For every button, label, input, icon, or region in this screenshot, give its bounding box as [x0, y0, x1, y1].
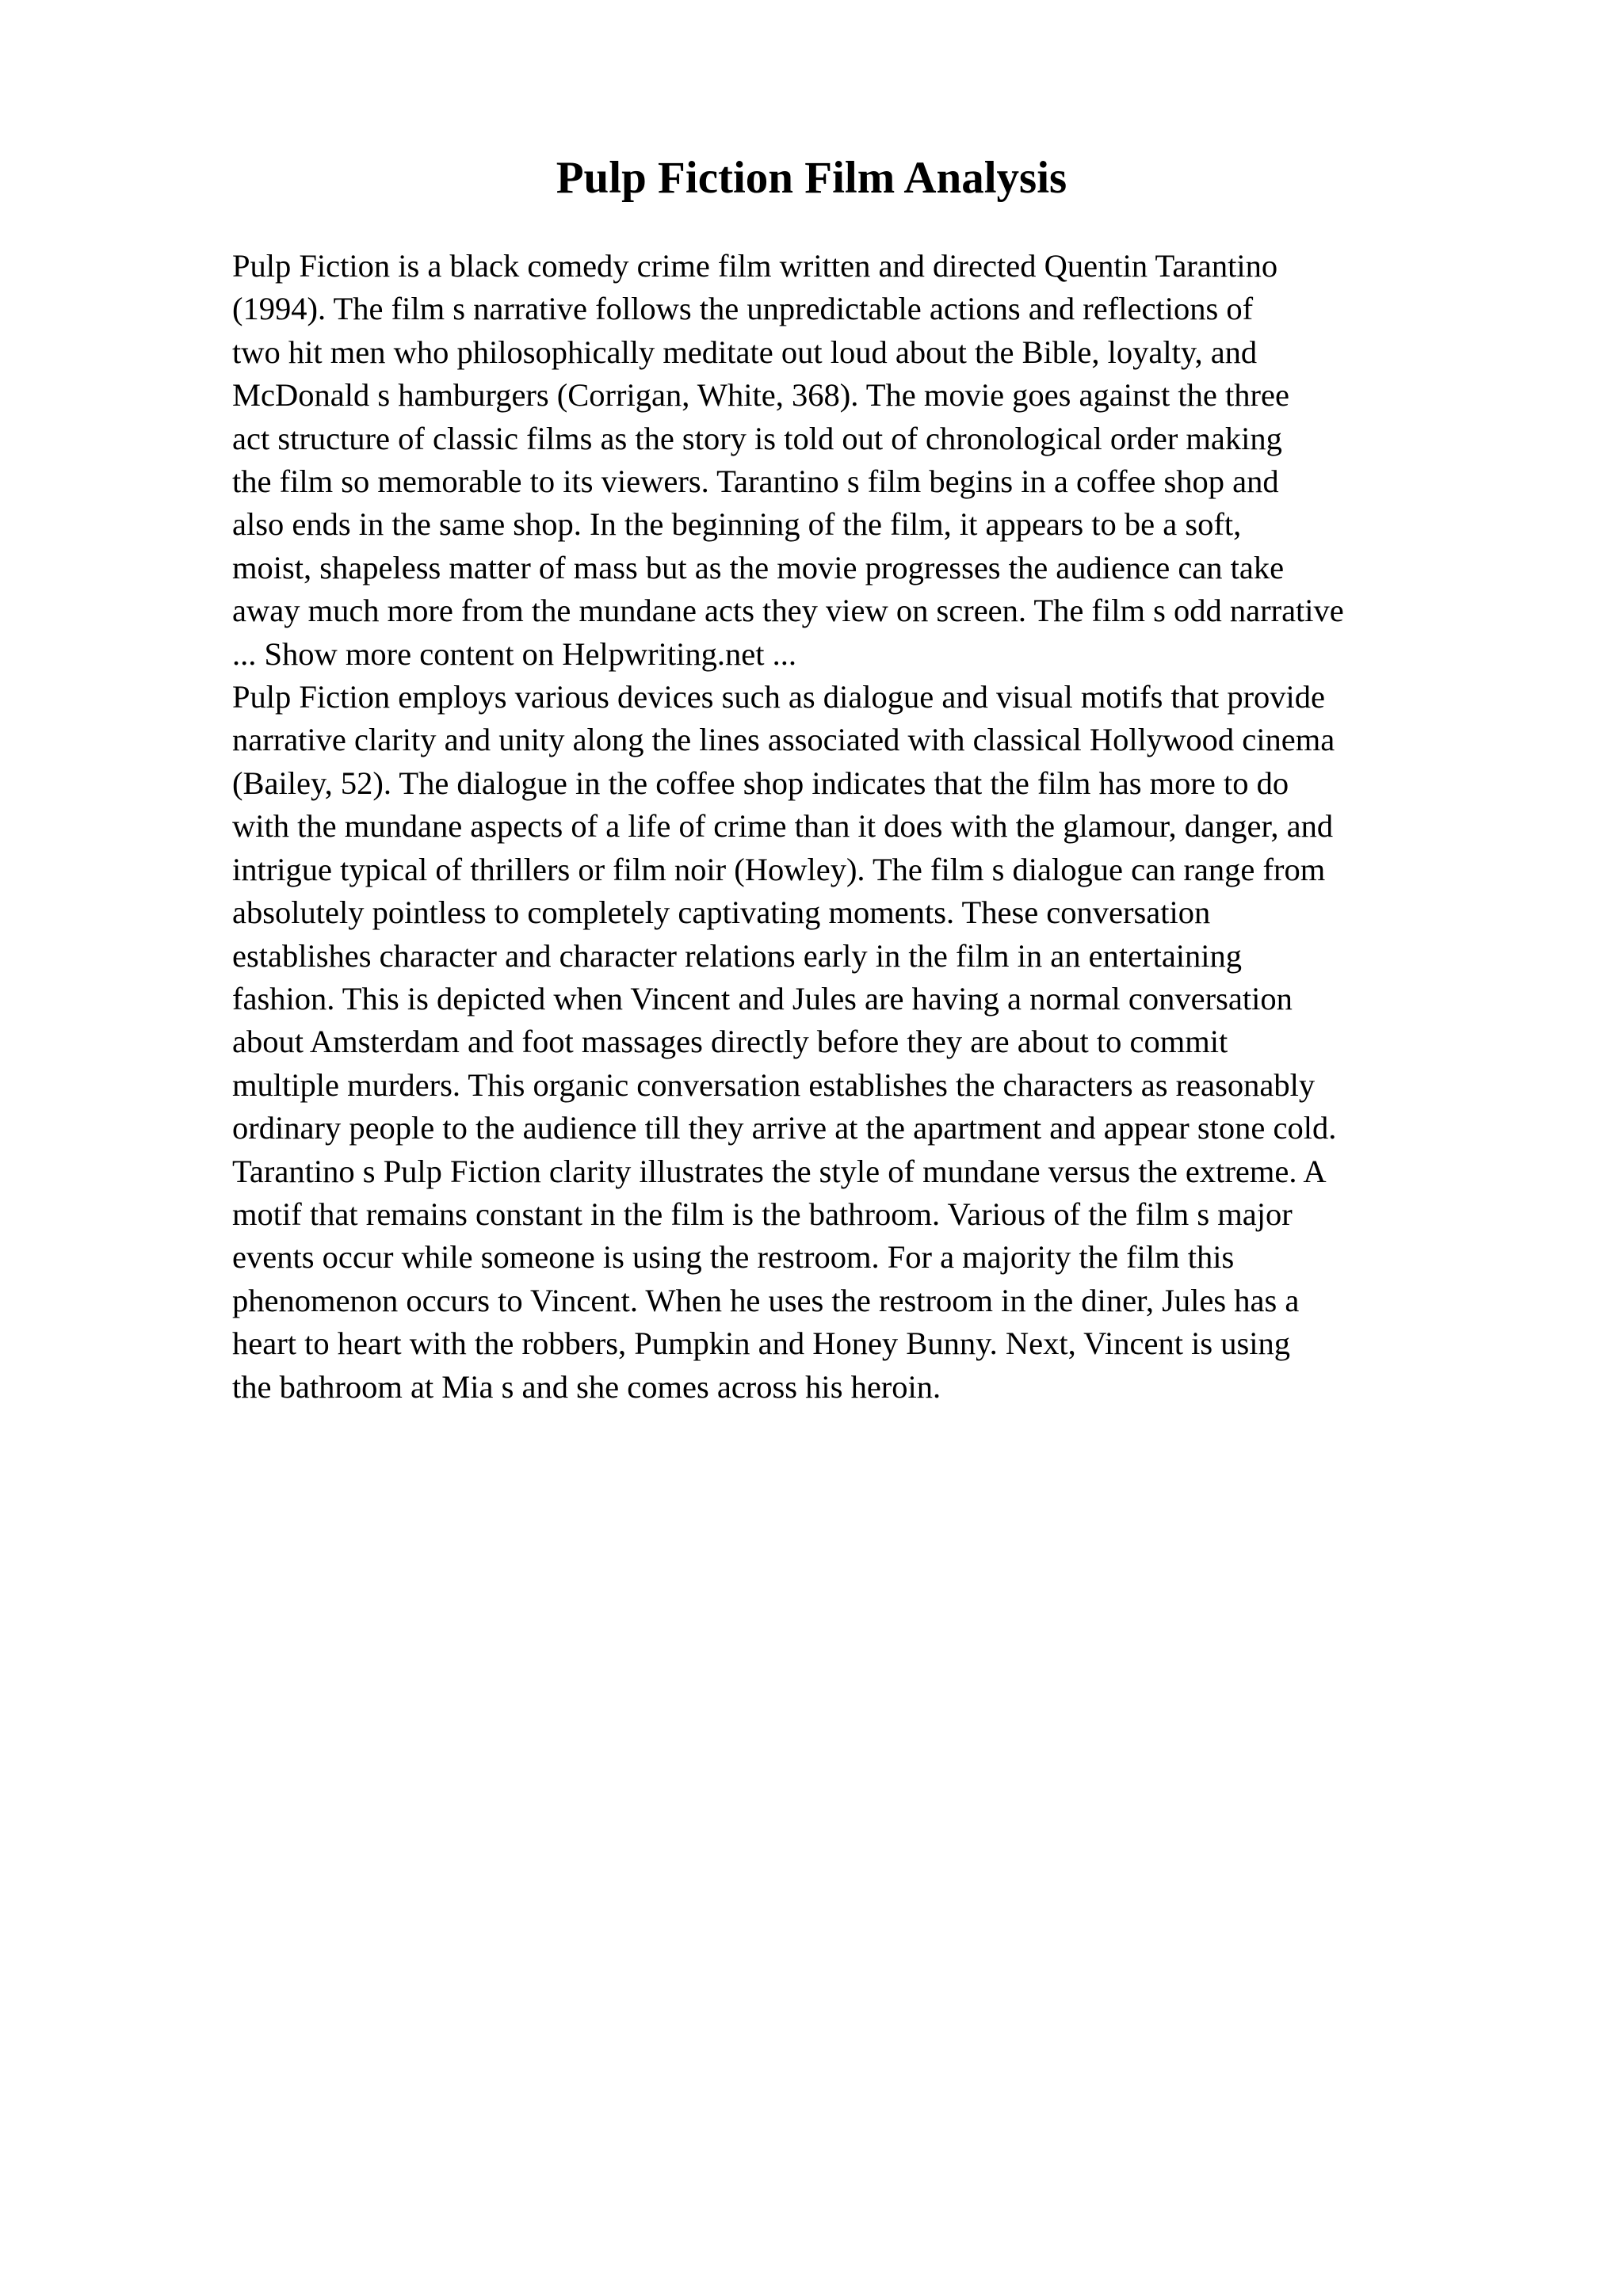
text-line: fashion. This is depicted when Vincent and Jules are having a normal conversation — [232, 980, 1293, 1016]
page-title: Pulp Fiction Film Analysis — [556, 153, 1067, 203]
text-line: intrigue typical of thrillers or film noir (Howley). The film s dialogue can range from — [232, 851, 1326, 887]
text-line: narrative clarity and unity along the lines associated with classical Hollywood cinema — [232, 722, 1335, 758]
text-line: McDonald s hamburgers (Corrigan, White, 368). The movie goes against the three — [232, 377, 1289, 414]
text-line: moist, shapeless matter of mass but as the movie progresses the audience can take — [232, 549, 1285, 585]
text-line: Tarantino s Pulp Fiction clarity illustrates the style of mundane versus the extreme. A — [232, 1153, 1327, 1189]
text-line: ordinary people to the audience till they arrive at the apartment and appear stone cold. — [232, 1110, 1337, 1146]
text-line: phenomenon occurs to Vincent. When he uses the restroom in the diner, Jules has a — [232, 1282, 1300, 1318]
text-line: motif that remains constant in the film is the bathroom. Various of the film s major — [232, 1196, 1293, 1232]
text-line: (Bailey, 52). The dialogue in the coffee shop indicates that the film has more to do — [232, 765, 1289, 801]
text-line: establishes character and character relations early in the film in an entertaining — [232, 937, 1243, 974]
text-line: the bathroom at Mia s and she comes across his heroin. — [232, 1368, 941, 1405]
text-line: absolutely pointless to completely captivating moments. These conversation — [232, 894, 1211, 931]
text-line: Pulp Fiction is a black comedy crime film written and directed Quentin Tarantino — [232, 248, 1278, 284]
text-line: about Amsterdam and foot massages directly before they are about to commit — [232, 1024, 1228, 1060]
text-line: away much more from the mundane acts they view on screen. The film s odd narrative — [232, 593, 1344, 629]
text-line: also ends in the same shop. In the beginning of the film, it appears to be a soft, — [232, 506, 1242, 543]
text-line: two hit men who philosophically meditate out loud about the Bible, loyalty, and — [232, 334, 1258, 370]
text-line: multiple murders. This organic conversation establishes the characters as reasonably — [232, 1066, 1316, 1103]
text-line: act structure of classic films as the story is told out of chronological order making — [232, 420, 1282, 456]
show-more-line: ... Show more content on Helpwriting.net ... — [232, 635, 797, 672]
text-line: events occur while someone is using the restroom. For a majority the film this — [232, 1239, 1235, 1276]
body-text — [232, 245, 1564, 1409]
text-line: (1994). The film s narrative follows the unpredictable actions and reflections of — [232, 291, 1254, 327]
text-line: heart to heart with the robbers, Pumpkin and Honey Bunny. Next, Vincent is using — [232, 1325, 1290, 1362]
text-line: Pulp Fiction employs various devices such as dialogue and visual motifs that provide — [232, 679, 1326, 715]
text-line: with the mundane aspects of a life of crime than it does with the glamour, danger, and — [232, 808, 1334, 845]
text-line: the film so memorable to its viewers. Tarantino s film begins in a coffee shop and — [232, 463, 1279, 500]
